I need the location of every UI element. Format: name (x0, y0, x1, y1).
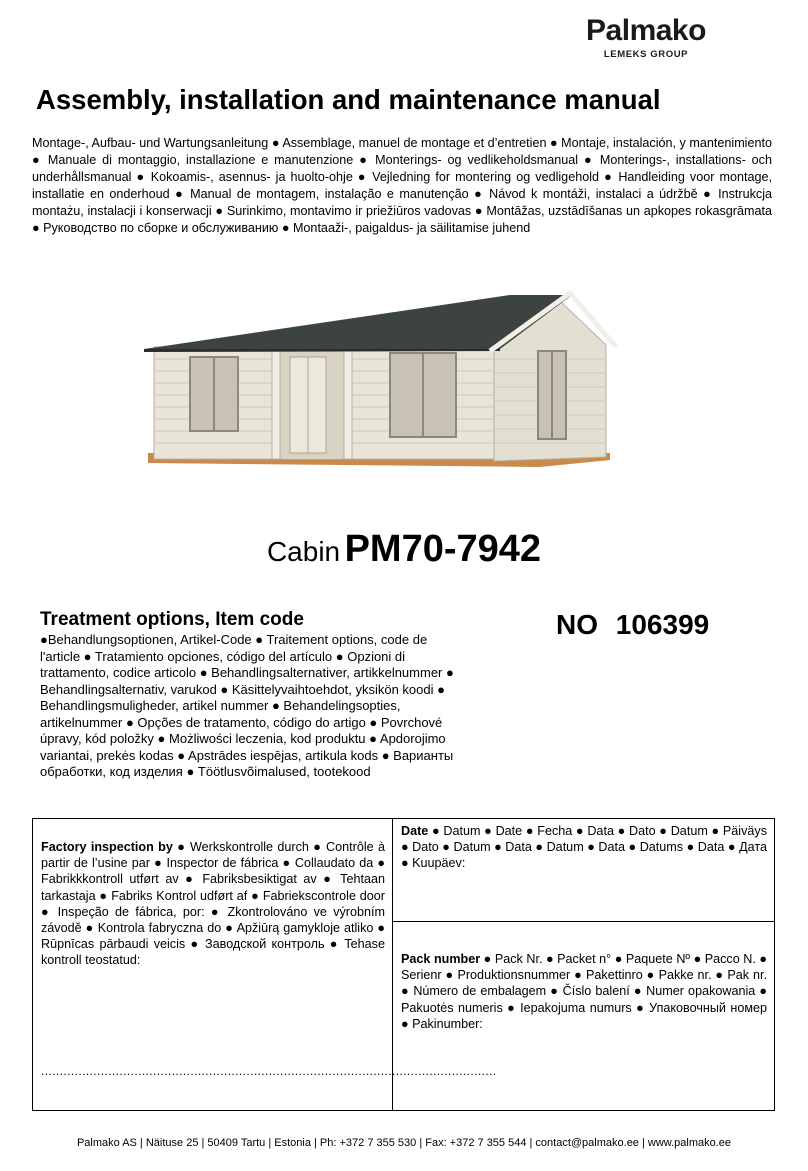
model-prefix: Cabin (266, 536, 341, 567)
date-translations: ● Datum ● Date ● Fecha ● Data ● Dato ● Datum ● Päiväys ● Dato ● Datum ● Data ● Datum ● Data ● Datums ● Data ● Дата ● Kuupäev: (401, 824, 767, 871)
factory-inspection-cell (41, 839, 385, 969)
factory-inspection-label: Factory inspection by (41, 840, 173, 854)
treatment-translations: ●Behandlungsoptionen, Artikel-Code ● Traitement options, code de l'article ● Tratamiento opciones, código del artículo ● Opzioni di trattamento, codice articolo ● Behandlingsalternativer, artikkelnummer ● Behandlingsalternativ, varukod ● Käsittelyvaihtoehdot, yksikön koodi ● Behandlingsmuligheder, artikel nummer ● Behandelingsopties, artikelnummer ● Opções de tratamento, código do artigo ● Povrchové úpravy, kód položky ● Możliwości leczenia, kod produktu ● Apdorojimo variantai, prekės kodas ● Apstrādes iespējas, artikula kods ● Варианты обработки, код изделия ● Töötlusvõimalused, tootekood (40, 632, 454, 779)
company-footer: Palmako AS | Näituse 25 | 50409 Tartu | Estonia | Ph: +372 7 355 530 | Fax: +372 7 355 544 | contact@palmako.ee | www.palmako.ee (76, 1137, 732, 1149)
item-code: NO 106399 (556, 609, 710, 640)
title-translations: Montage-, Aufbau- und Wartungsanleitung ● Assemblage, manuel de montage et d’entretien ● Montaje, instalación, y mantenimiento ● Manuale di montaggio, installazione e manutenzione ● Monterings- og vedlikeholdsmanual ● Monterings-, installations- och underhållsmanual ● Kokoamis-, asennus- ja huolto-ohje ● Vejledning for montering og vedligehold ● Handleiding voor montage, installatie en onderhoud ● Manual de montagem, instalação e manutenção ● Návod k montáži, instalaci a údržbě ● Instrukcja montażu, instalacji i konserwacji ● Surinkimo, montavimo ir priežiūros vadovas ● Montāžas, uzstādīšanas un apkopes rokasgrāmata ● Руководство по сборке и обслуживанию ● Montaaži-, paigaldus- ja säilitamise juhend (32, 136, 772, 235)
company-logo (566, 14, 726, 60)
pack-number-cell (401, 951, 767, 1032)
factory-inspection-translations: ● Werkskontrolle durch ● Contrôle à partir de l’usine par ● Inspector de fábrica ● Collaudato da ● Fabrikkkontroll utført av ● Fabriksbesiktigat av ● Tehtaan tarkastaja ● Fabriks Kontrol udført af ● Fabriekscontrole door ● Inspeção de fábrica, por: ● Zkontrolováno ve výrobním závodě ● Kontrola fabryczna do ● Apžiūrą gamykloje atliko ● Rūpnīcas pārbaudi veicis ● Заводской контроль ● Tehase kontroll teostatud: (41, 840, 385, 968)
table-divider-horizontal (392, 921, 774, 922)
logo-subtitle: LEMEKS GROUP (603, 49, 689, 60)
signature-line: .......................................................................................................................... (41, 1064, 497, 1078)
page-title: Assembly, installation and maintenance manual (36, 84, 661, 115)
model-heading (0, 528, 808, 571)
treatment-title: Treatment options, Item code (40, 609, 304, 630)
date-label: Date (401, 824, 429, 838)
inspection-table (32, 818, 775, 1111)
pack-number-translations: ● Pack Nr. ● Packet n° ● Paquete Nº ● Pacco N. ● Serienr ● Produktionsnummer ● Pakettinro ● Pakke nr. ● Pak nr. ● Número de embalagem ● Číslo balení ● Numer opakowania ● Pakuotės numeris ● Iepakojuma numurs ● Упаковочный номер ● Pakinumber: (401, 952, 767, 1031)
cabin-illustration (140, 285, 620, 485)
logo-name: Palmako (586, 14, 706, 47)
date-cell (401, 823, 767, 872)
model-code: PM70-7942 (344, 528, 542, 570)
pack-number-label: Pack number (401, 952, 481, 966)
